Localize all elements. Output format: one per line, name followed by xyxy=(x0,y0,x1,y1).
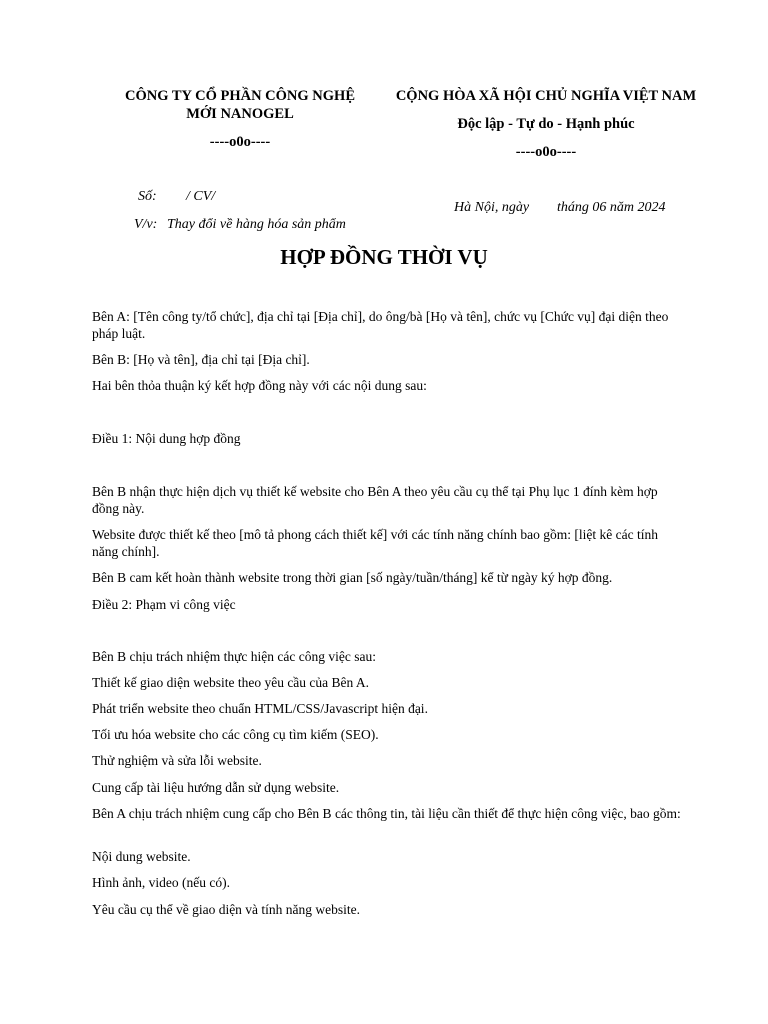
list-item: Yêu cầu cụ thể về giao diện và tính năng website. xyxy=(92,902,361,917)
nation-separator: ----o0o---- xyxy=(515,144,577,160)
article-1-para-1: Bên B nhận thực hiện dịch vụ thiết kế website cho Bên A theo yêu cầu cụ thể tại Phụ lục 1 đính kèm hợp đồng này. xyxy=(92,484,658,516)
company-name-line2: MỚI NANOGEL xyxy=(186,106,294,122)
list-item: Nội dung website. xyxy=(92,849,191,864)
list-item: Hình ảnh, video (nếu có). xyxy=(92,875,230,890)
list-item: Thử nghiệm và sửa lỗi website. xyxy=(92,753,262,768)
party-a-responsibility: Bên A chịu trách nhiệm cung cấp cho Bên B các thông tin, tài liệu cần thiết để thực hiện công việc, bao gồm: xyxy=(92,806,681,821)
document-title: HỢP ĐỒNG THỜI VỤ xyxy=(280,245,488,269)
subject-label: V/v: xyxy=(134,217,158,232)
nation-title: CỘNG HÒA XÃ HỘI CHỦ NGHĨA VIỆT NAM xyxy=(395,88,697,104)
article-1-para-3: Bên B cam kết hoàn thành website trong thời gian [số ngày/tuần/tháng] kể từ ngày ký hợp đồng. xyxy=(92,570,613,585)
article-2-heading: Điều 2: Phạm vi công việc xyxy=(92,597,236,612)
list-item: Cung cấp tài liệu hướng dẫn sử dụng website. xyxy=(92,780,340,795)
company-separator: ----o0o---- xyxy=(209,134,271,150)
list-item: Tối ưu hóa website cho các công cụ tìm kiếm (SEO). xyxy=(92,727,379,742)
doc-number-value: / CV/ xyxy=(186,189,216,204)
date-place: Hà Nội, ngày xyxy=(454,200,530,215)
article-1-para-2: Website được thiết kế theo [mô tả phong cách thiết kế] với các tính năng chính bao gồm: [liệt kê các tính năng chính]. xyxy=(92,527,658,559)
nation-motto: Độc lập - Tự do - Hạnh phúc xyxy=(457,116,635,132)
article-2-intro: Bên B chịu trách nhiệm thực hiện các công việc sau: xyxy=(92,649,376,664)
date-rest: tháng 06 năm 2024 xyxy=(557,200,666,215)
party-b-paragraph: Bên B: [Họ và tên], địa chỉ tại [Địa chỉ]. xyxy=(92,352,310,367)
list-item: Thiết kế giao diện website theo yêu cầu của Bên A. xyxy=(92,675,370,690)
list-item: Phát triển website theo chuẩn HTML/CSS/Javascript hiện đại. xyxy=(92,701,428,716)
doc-number-label: Số: xyxy=(138,189,157,204)
article-1-heading: Điều 1: Nội dung hợp đồng xyxy=(92,431,241,446)
agreement-intro: Hai bên thỏa thuận ký kết hợp đồng này với các nội dung sau: xyxy=(92,378,427,393)
subject-value: Thay đổi về hàng hóa sản phẩm xyxy=(167,217,346,232)
company-name-line1: CÔNG TY CỔ PHẦN CÔNG NGHỆ xyxy=(125,88,355,104)
party-a-paragraph: Bên A: [Tên công ty/tổ chức], địa chỉ tại [Địa chỉ], do ông/bà [Họ và tên], chức vụ [Chức vụ] đại diện theo pháp luật. xyxy=(92,309,669,341)
